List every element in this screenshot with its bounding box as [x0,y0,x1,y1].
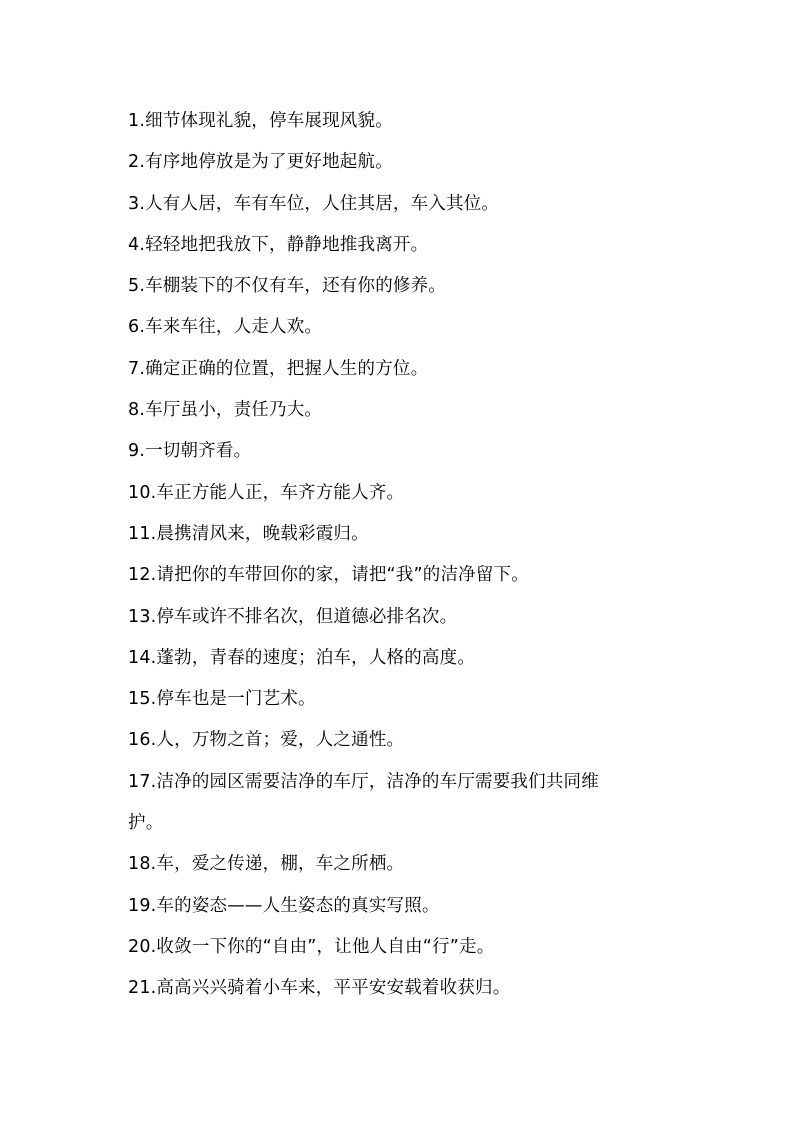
slogan-line: 16.人，万物之首；爱，人之通性。 [128,730,405,751]
slogan-line: 1.细节体现礼貌，停车展现风貌。 [128,111,393,131]
slogan-line: 18.车，爱之传递，棚，车之所栖。 [128,854,405,875]
slogan-line: 14.蓬勃，青春的速度；泊车，人格的高度。 [128,647,476,668]
slogan-line: 8.车厅虽小，责任乃大。 [128,400,323,421]
slogan-line: 21.高高兴兴骑着小车来，平平安安载着收获归。 [128,978,511,999]
slogan-line: 6.车来车往，人走人欢。 [128,317,323,338]
slogan-line: 3.人有人居，车有车位，人住其居，车入其位。 [128,193,500,214]
slogan-line: 护。 [128,813,164,834]
slogan-line: 10.车正方能人正，车齐方能人齐。 [128,482,405,503]
slogan-line: 5.车棚装下的不仅有车，还有你的修养。 [128,276,446,297]
slogan-line: 2.有序地停放是为了更好地起航。 [128,152,393,173]
slogan-line: 7.确定正确的位置，把握人生的方位。 [128,358,429,379]
slogan-line: 4.轻轻地把我放下，静静地推我离开。 [128,234,429,255]
slogan-line: 13.停车或许不排名次，但道德必排名次。 [128,606,458,627]
slogan-line: 12.请把你的车带回你的家，请把“我”的洁净留下。 [128,565,529,586]
slogan-list [128,101,673,1010]
slogan-line: 15.停车也是一门艺术。 [128,689,316,710]
slogan-line: 20.收敛一下你的“自由”，让他人自由“行”走。 [128,936,495,957]
slogan-line: 19.车的姿态——人生姿态的真实写照。 [128,895,440,916]
slogan-line: 17.洁净的园区需要洁净的车厅，洁净的车厅需要我们共同维 [128,771,599,792]
slogan-line: 9.一切朝齐看。 [128,441,252,462]
slogan-line: 11.晨携清风来，晚载彩霞归。 [128,523,369,544]
